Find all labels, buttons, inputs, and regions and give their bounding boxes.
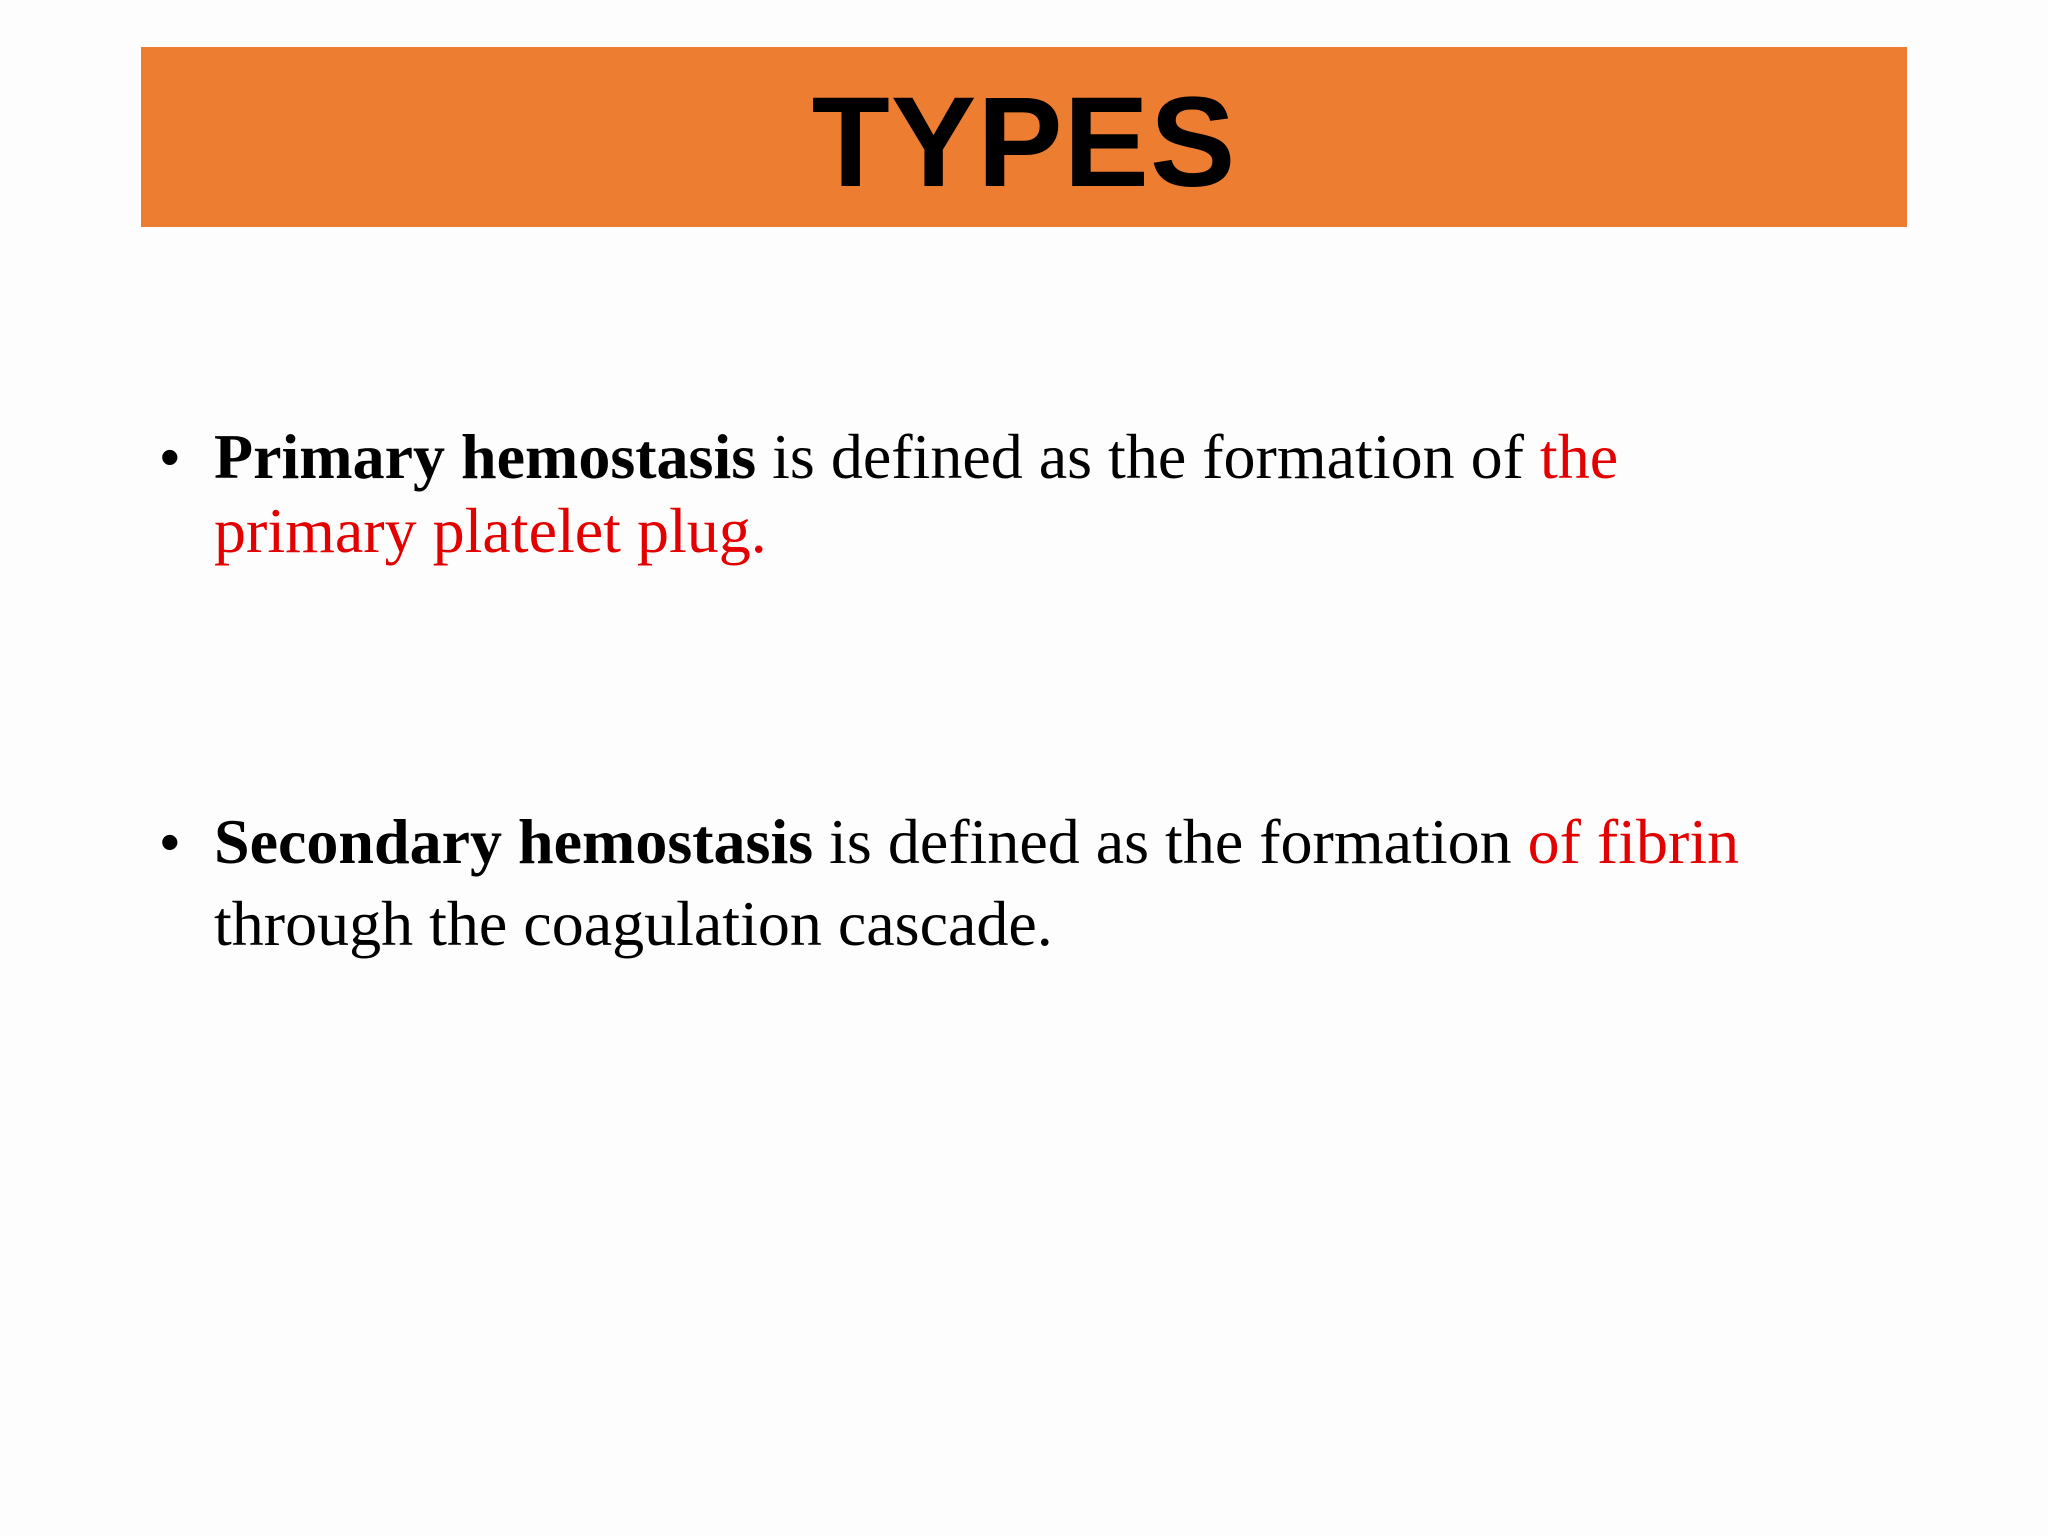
bullet-item-secondary-hemostasis: [160, 801, 1860, 965]
bullet-marker: •: [160, 425, 180, 488]
slide-title: TYPES: [811, 71, 1237, 214]
bullet-text: [214, 801, 1814, 965]
bullet-highlight: the primary platelet plug.: [214, 421, 1619, 566]
bullet-definition: is defined as the formation: [813, 806, 1528, 877]
title-banner: [141, 47, 1907, 227]
bullet-term: Secondary hemostasis: [214, 806, 814, 877]
bullet-marker: •: [160, 810, 180, 873]
bullet-term: Primary hemostasis: [214, 421, 757, 492]
bullet-definition: is defined as the formation of: [756, 421, 1540, 492]
bullet-highlight: of fibrin: [1527, 806, 1740, 877]
bullet-item-primary-hemostasis: [160, 420, 1860, 568]
bullet-text: [214, 420, 1814, 568]
bullet-tail: through the coagulation cascade.: [214, 888, 1053, 959]
